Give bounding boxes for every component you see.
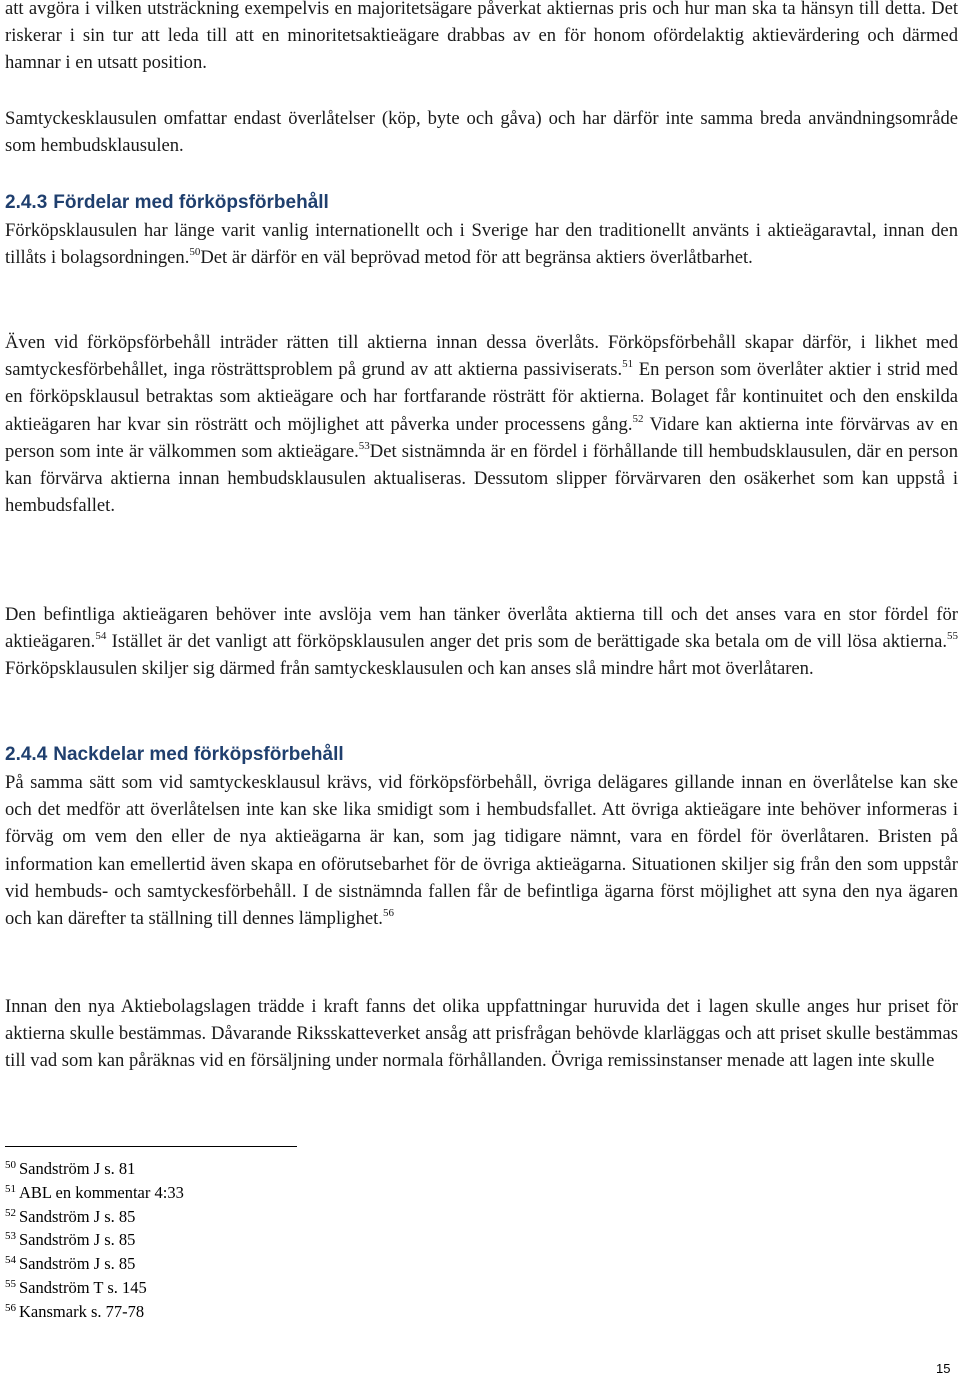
section-title: Nackdelar med förköpsförbehåll [53, 744, 344, 765]
footnote-reference[interactable]: 56 [382, 907, 394, 920]
section-2-4-4-paragraph-1 [5, 769, 958, 932]
footnote-number: 50 [5, 1159, 16, 1171]
paragraph-text: Det sistnämnda är en fördel i förhållande till hembudsklausulen, där en person kan förvärva aktierna innan hembudsklausulen aktualiseras. Dessutom slipper förvärvaren den osäkerhet som kan uppstå i hembudsfallet. [5, 440, 958, 517]
footnote-item [5, 1252, 184, 1276]
footnote-reference[interactable]: 53 [358, 439, 370, 452]
footnote-reference[interactable]: 50 [189, 246, 201, 259]
footnote-text: Sandström T s. 145 [19, 1277, 147, 1297]
footnote-item [5, 1276, 184, 1300]
footnote-text: Sandström J s. 85 [19, 1230, 136, 1250]
paragraph-text: Istället är det vanligt att förköpsklausulen anger det pris som de berättigade ska betala om de vill lösa aktierna. [106, 631, 947, 653]
paragraph-text: Även vid förköpsförbehåll inträder rätten till aktierna innan dessa överlåts. Förköpsförbehåll skapar därför, i likhet med samtyckesförbehållet, inga rösträttsproblem på grund av att aktierna passiviserats. [5, 332, 958, 381]
samtycke-paragraph: Samtyckesklausulen omfattar endast överlåtelser (köp, byte och gåva) och har därför inte samma breda användningsområde som hembudsklausulen. [5, 108, 958, 157]
footnote-number: 52 [5, 1206, 16, 1219]
footnote-number: 54 [5, 1254, 16, 1267]
paragraph-text: På samma sätt som vid samtyckesklausul krävs, vid förköpsförbehåll, övriga delägares gillande innan en överlåtelse kan ske och det medför att överlåtelsen inte kan ske lika smidigt som i hembudsfallet. Att övriga aktieägare inte behöver informeras i förväg om vem den eller de nya aktieägarna är kan, som jag tidigare nämnt, vara en fördel för överlåtaren. Bristen på information kan emellertid även skapa en oförutsebarhet för de övriga aktieägarna. Situationen skiljer sig från den som uppstår vid hembuds- och samtyckesförbehåll. I de sistnämnda fallen får de befintliga ägarna först möjlighet att syna den nya ägaren och kan därefter ta ställning till dennes lämplighet. [5, 772, 958, 930]
paragraph-text: Den befintliga aktieägaren behöver inte avslöja vem han tänker överlåta aktierna till och det anses vara en stor fördel för aktieägaren. [5, 604, 958, 653]
section-heading-2-4-4 [5, 742, 344, 768]
footnote-text: Sandström J s. 81 [19, 1159, 136, 1178]
section-2-4-4-paragraph-2: Innan den nya Aktiebolagslagen trädde i kraft fanns det olika uppfattningar huruvida det i lagen skulle anges hur priset för aktierna skulle bestämmas. Dåvarande Riksskatteverket ansåg att prisfrågan behövde klarläggas och att priset skulle bestämmas till vad som kan påräknas vid en försäljning under normala förhållanden. Övriga remissinstanser menade att lagen inte skulle [5, 996, 958, 1072]
section-2-4-3-paragraph-2 [5, 329, 958, 519]
paragraph-text: Vidare kan aktierna inte förvärvas av en person som inte är välkommen som aktieägare. [5, 413, 958, 462]
footnote-item [5, 1181, 184, 1205]
footnote-reference[interactable]: 52 [632, 412, 644, 425]
footnote-item [5, 1228, 184, 1252]
section-heading-2-4-3 [5, 190, 329, 216]
section-number: 2.4.4 [5, 744, 48, 765]
footnote-number: 55 [5, 1277, 16, 1290]
footnote-list [5, 1157, 184, 1324]
paragraph-text: Det är därför en väl beprövad metod för att begränsa aktiers överlåtbarhet. [200, 247, 753, 269]
footnote-item [5, 1157, 184, 1181]
footnote-item [5, 1205, 184, 1229]
footnote-item [5, 1300, 184, 1324]
page-number: 15 [936, 1361, 951, 1376]
section-2-4-3-paragraph-1 [5, 217, 958, 271]
footnote-text: ABL en kommentar 4:33 [19, 1182, 184, 1202]
paragraph-text: Förköpsklausulen har länge varit vanlig internationellt och i Sverige har den traditionellt använts i aktieägaravtal, innan den tillåts i bolagsordningen. [5, 220, 958, 269]
footnote-reference[interactable]: 54 [95, 630, 107, 643]
footnote-number: 56 [5, 1301, 16, 1314]
footnote-text: Kansmark s. 77-78 [19, 1301, 145, 1321]
footnote-number: 51 [5, 1182, 16, 1195]
footnote-separator [5, 1146, 297, 1147]
section-title: Fördelar med förköpsförbehåll [53, 192, 329, 213]
footnote-number: 53 [5, 1230, 16, 1243]
footnote-reference[interactable]: 55 [947, 630, 958, 643]
intro-paragraph: att avgöra i vilken utsträckning exempelvis en majoritetsägare påverkat aktiernas pris och hur man ska ta hänsyn till detta. Det riskerar i sin tur att leda till att en minoritetsaktieägare drabbas av en för honom ofördelaktig aktievärdering och därmed hamnar i en utsatt position. [5, 0, 958, 74]
footnote-reference[interactable]: 51 [622, 358, 634, 371]
paragraph-text: En person som överlåter aktier i strid med en förköpsklausul betraktas som aktieägare och har fortfarande rösträtt för aktierna. Bolaget får kontinuitet och den enskilda aktieägaren har kvar sin rösträtt och möjlighet att påverka under processens gång. [5, 359, 958, 435]
footnote-text: Sandström J s. 85 [19, 1206, 136, 1226]
section-number: 2.4.3 [5, 192, 48, 213]
paragraph-text: Förköpsklausulen skiljer sig därmed från samtyckesklausulen och kan anses slå mindre hårt mot överlåtaren. [5, 658, 814, 680]
footnote-text: Sandström J s. 85 [19, 1254, 136, 1274]
section-2-4-3-paragraph-3 [5, 601, 958, 683]
